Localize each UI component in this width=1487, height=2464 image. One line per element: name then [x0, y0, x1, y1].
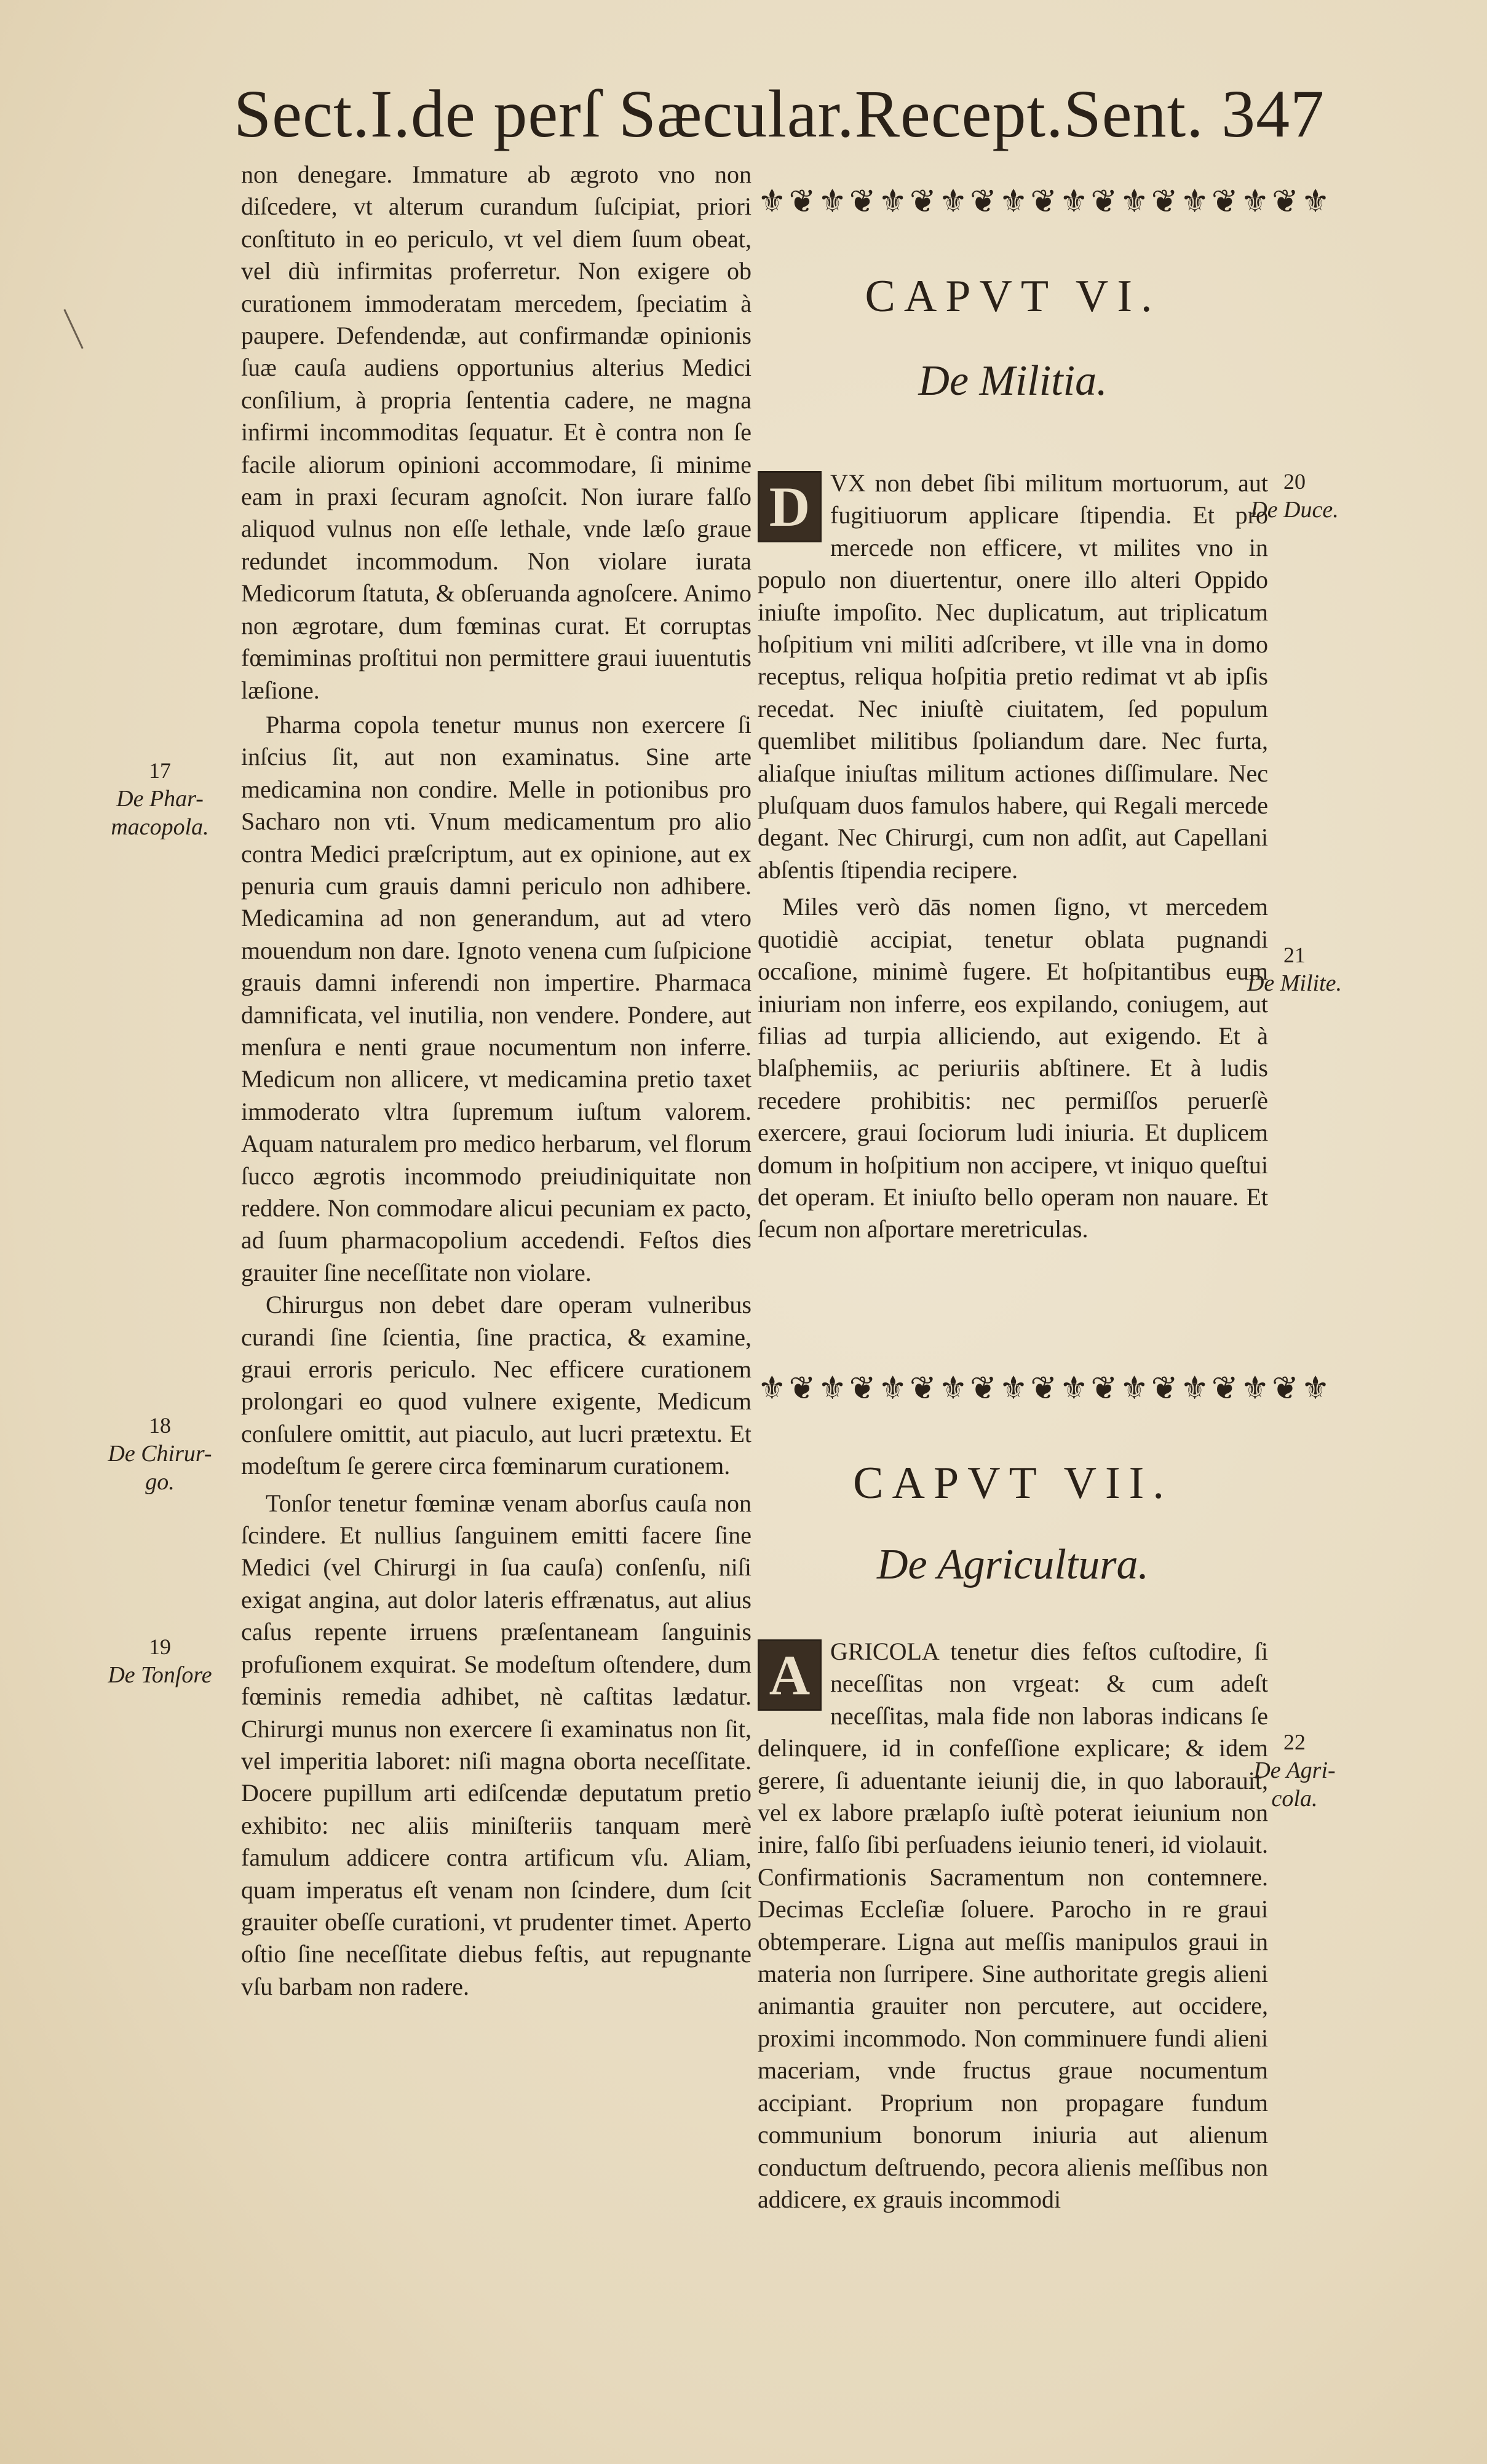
margin-note-text: De Phar- — [116, 786, 204, 812]
margin-note-milite — [1236, 941, 1353, 997]
margin-note-chirurgo — [92, 1411, 228, 1496]
margin-note-text: De Tonſore — [108, 1662, 212, 1688]
margin-note-text: macopola. — [111, 814, 209, 840]
margin-note-text: De Chirur- — [108, 1441, 212, 1467]
dropcap-initial: D — [758, 471, 822, 542]
chapter-heading: CAPVT VII. — [853, 1458, 1173, 1508]
margin-note-number: 21 — [1283, 943, 1306, 967]
paragraph-milite: Miles verò dās nomen ſigno, vt mercedem quotidiè accipiat, tenetur oblata pugnandi occaſione, minimè fugere. Et hoſpitantibus eum iniuriam non inferre, eos expilando, coniugem, aut filias ad turpia alliciendo, aut exigendo. Et à blaſphemiis, ac periuriis abſtinere. Et à ludis recedere prohibitis: nec permiſſos peruerſè exercere, graui ſociorum ludi iniuria. Et duplicem domum in hoſpitium non accipere, vt iniquo queſtui det operam. Et iniuſto bello operam non nauare. Et ſecum non aſportare meretriculas. — [758, 893, 1268, 1243]
paragraph-pharmacopola: Pharma copola tenetur munus non exercere ſi inſcius ſit, aut non examinatus. Sine arte medicamina non condire. Melle in potionibus pro Sacharo non vti. Vnum medicamentum pro alio contra Medici præſcriptum, aut ex opinione, aut ex penuria cum grauis damni periculo non adhibere. Medicamina ad non generandum, aut ad vtero mouendum non dare. Ignoto venena cum ſuſpicione grauis damni inferendi non impertire. Pharmaca damnificata, vel inutilia, non vendere. Pondere, aut menſura e nenti graue nocumentum non inferre. Medicum non allicere, vt medicamina pretio taxet immoderato vltra ſupremum iuſtum valorem. Aquam naturalem pro medico herbarum, vel florum ſucco ægrotis incommodo preiudiniquitate non reddere. Non commodare alicui pecuniam ex pacto, ad ſuum pharmacopolium accedendi. Feſtos dies grauiter ſine neceſſitate non violare. — [241, 710, 751, 1286]
margin-note-text: De Agri- — [1253, 1757, 1336, 1783]
margin-note-pharmacopola — [92, 756, 228, 841]
margin-note-text: De Milite. — [1247, 970, 1342, 996]
margin-note-number: 19 — [149, 1634, 171, 1659]
ornament-band: ⚜❦⚜❦⚜❦⚜❦⚜❦⚜❦⚜❦⚜❦⚜❦⚜ — [758, 1371, 1333, 1406]
paragraph-duce — [758, 467, 1268, 886]
chapter-heading: CAPVT VI. — [865, 271, 1161, 322]
ornament-band: ⚜❦⚜❦⚜❦⚜❦⚜❦⚜❦⚜❦⚜❦⚜❦⚜ — [758, 184, 1333, 220]
chapter-title: De Militia. — [918, 357, 1108, 405]
margin-note-number: 22 — [1283, 1730, 1306, 1754]
running-title: Sect.I.de perſ Sæcular.Recept.Sent. — [234, 76, 1204, 151]
paragraph-continued: non denegare. Immature ab ægroto vno non diſcedere, vt alterum curandum ſuſcipiat, priori conſtituto in eo periculo, vt vel diem ſuum obeat, vel diù infirmitas proferretur. Non exigere ob curationem immoderatam mercedem, ſpeciatim à paupere. Defendendæ, aut confirmandæ opinionis ſuæ cauſa audiens opportunius alterius Medici conſilium, à propria ſententia cadere, ne magna infirmi incommoditas ſequatur. Et è contra non ſe facile aliorum opinioni accommodare, ſi minime eam in praxi ſecuram agnoſcit. Non iurare falſo aliquod vulnus non eſſe lethale, vnde læſo graue redundet incommodum. Non violare iurata Medicorum ſtatuta, & obſeruanda agnoſcere. Animo non ægrotare, dum fœminas curat. Et corruptas fœmiminas proſtitui non permittere graui iuuentutis læſione. — [241, 160, 751, 704]
paragraph-chirurgo: Chirurgus non debet dare operam vulneribus curandi ſine ſcientia, ſine practica, & examine, graui erroris periculo. Nec efficere curationem prolongari eo quod vulnere exigente, Medicum conſulere omittit, aut piaculo, aut lucri prætextu. Et modeſtum ſe gerere circa fœminarum curationem. — [241, 1291, 751, 1480]
margin-note-text: De Duce. — [1250, 497, 1339, 523]
right-column-chapter7 — [758, 1636, 1268, 2216]
running-header — [234, 76, 1325, 151]
chapter-title: De Agricultura. — [876, 1541, 1149, 1588]
page-number: 347 — [1221, 76, 1325, 151]
left-column — [241, 159, 751, 2003]
paragraph-agricola-text: GRICOLA tenetur dies feſtos cuſtodire, ſi neceſſitas non vrgeat: & cum adeſt neceſſitas, mala fide non laboras indicans ſe delinquere, id in confeſſione explicare; & idem gerere, ſi aduentante ieiunij die, in quo laborauit, vel ex labore prælapſo iuſtè poterat ieiunium non inire, falſo ſibi perſuadens ieiunio teneri, id violauit. Confirmationis Sacramentum non contemnere. Decimas Eccleſiæ ſoluere. Parocho in re graui obtemperare. Ligna aut meſſis manipulos graui in materia non ſurripere. Sine authoritate gregis alieni animantia grauiter non percutere, aut occidere, proximi incommodo. Non comminuere fundi alieni maceriam, vnde fructus graue nocumentum accipiant. Proprium non propagare fundum communium bonorum iniuria aut alienum conductum deſtruendo, pecora alienis meſſibus non addicere, ex grauis incommodi — [758, 1638, 1268, 2213]
margin-note-number: 18 — [149, 1413, 171, 1438]
margin-note-tonsore — [92, 1633, 228, 1689]
right-column-chapter6 — [758, 467, 1268, 1246]
margin-note-number: 20 — [1283, 469, 1306, 494]
margin-pen-mark — [63, 309, 83, 349]
paragraph-tonsore: Tonſor tenetur fœminæ venam aborſus cauſa non ſcindere. Et nullius ſanguinem emitti facere ſine Medici (vel Chirurgi in ſua cauſa) conſenſu, niſi exigat angina, aut dolor lateris effrænatus, aut alius caſus repente irruens præſentaneam ſanguinis profuſionem exquirat. Se modeſtum oſtendere, dum fœminis remedia adhibet, nè caſtitas lædatur. Chirurgi munus non exercere ſi examinatus non ſit, vel imperitia laboret: niſi magna oborta neceſſitate. Docere pupillum arti ediſcendæ deputatum pretio exhibito: nec aliis miniſteriis tanquam merè famulum addicere contra artificum vſu. Aliam, quam imperatus eſt venam non ſcindere, dum ſcit grauiter obeſſe curationi, vt prudenter timet. Aperto oſtio ſine neceſſitate diebus feſtis, aut repugnante vſu barbam non radere. — [241, 1489, 751, 2000]
margin-note-agricola — [1236, 1728, 1353, 1813]
margin-note-text: go. — [145, 1469, 175, 1495]
paragraph-duce-text: VX non debet ſibi militum mortuorum, aut fugitiuorum applicare ſtipendia. Et pro mercede non efficere, vt milites vno in populo non diuertentur, onere illo alteri Oppido iniuſte impoſito. Nec duplicatum, aut triplicatum hoſpitium vni militi adſcribere, vt ille vna in domo receptus, reliqua hoſpitia pretio redimat vt ab ipſis recedat. Nec iniuſtè ciuitatem, ſed populum quemlibet militibus ſpoliandum dare. Nec furta, aliaſque iniuſtas militum actiones diſſimulare. Nec pluſquam duos famulos habere, qui Regali mercede degant. Nec Chirurgi, cum non adſit, aut Capellani abſentis ſtipendia recipere. — [758, 469, 1268, 884]
margin-note-duce — [1236, 467, 1353, 524]
margin-note-text: cola. — [1271, 1786, 1318, 1812]
dropcap-initial: A — [758, 1639, 822, 1711]
margin-note-number: 17 — [149, 758, 171, 783]
paragraph-agricola — [758, 1636, 1268, 2216]
